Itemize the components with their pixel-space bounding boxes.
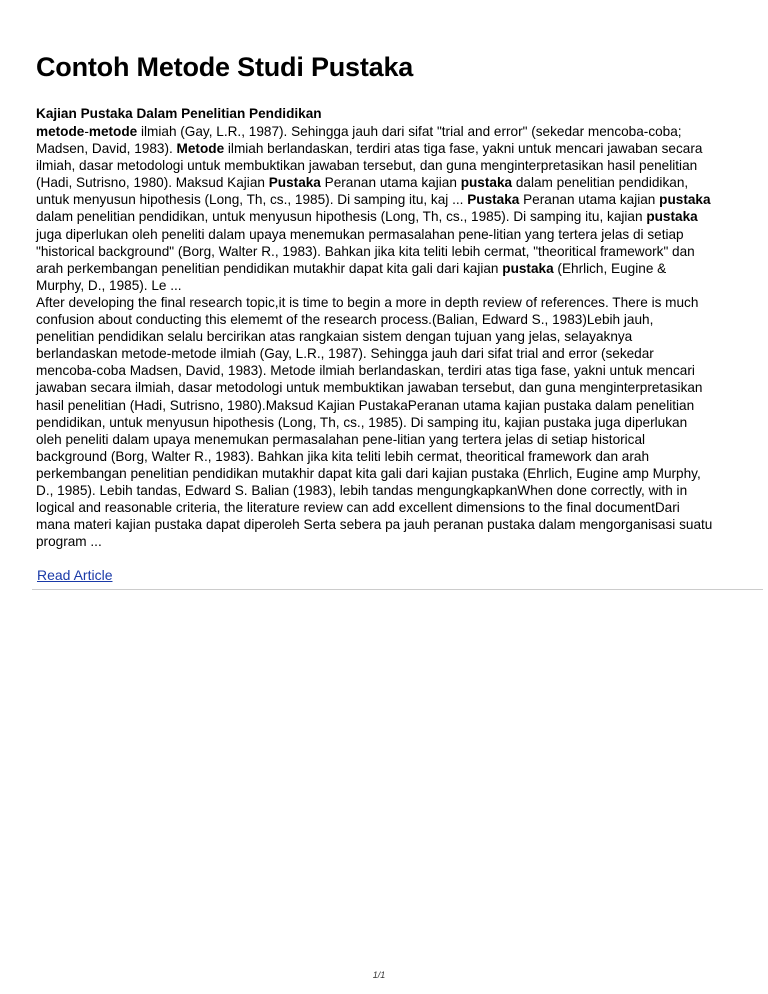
article-line: [36, 379, 736, 396]
article-line: [36, 260, 736, 277]
text-run: D., 1985). Lebih tandas, Edward S. Balian (1983), lebih tandas mengungkapkanWhen done correctly, with in: [36, 482, 688, 498]
bold-keyword: pustaka: [646, 209, 698, 225]
text-run: Murphy, D., 1985). Le ...: [36, 277, 182, 293]
article-line: [36, 516, 736, 533]
article-body: [36, 123, 736, 550]
bold-keyword: Pustaka: [268, 175, 321, 191]
text-run: Madsen, David, 1983).: [36, 141, 177, 157]
article-line: [36, 414, 736, 431]
article-line: [36, 208, 736, 225]
read-article-link[interactable]: Read Article: [37, 567, 113, 583]
bold-keyword: metode: [88, 124, 138, 139]
text-run: "historical background" (Borg, Walter R., 1983). Bahkan jika kita teliti lebih cermat, "theoritical framework" dan: [36, 243, 695, 259]
bold-keyword: Pustaka: [467, 192, 520, 208]
text-run: program ...: [36, 534, 102, 550]
text-run: ilmiah, dasar metodologi untuk membuktikan jawaban tersebut, dan guna menginterpretasikan hasil penelitian: [36, 158, 698, 174]
bold-keyword: metode: [36, 124, 85, 139]
article-line: [36, 499, 736, 516]
text-run: pendidikan, untuk menyusun hipothesis (Long, Th, cs., 1985). Di samping itu, kajian pustaka juga diperlukan: [36, 414, 688, 430]
text-run: Peranan utama kajian: [519, 192, 660, 208]
article-line: [36, 533, 736, 550]
text-run: (Ehrlich, Eugine &: [553, 260, 667, 276]
text-run: hasil penelitian (Hadi, Sutrisno, 1980).Maksud Kajian PustakaPeranan utama kajian pustaka dalam penelitian: [36, 397, 695, 413]
text-run: Peranan utama kajian: [320, 175, 461, 191]
article-line: [36, 277, 736, 294]
article-line: [36, 397, 736, 414]
text-run: background (Borg, Walter R., 1983). Bahkan jika kita teliti lebih cermat, theoritical framework dan arah: [36, 448, 650, 464]
text-run: confusion about conducting this elememt of the research process.(Balian, Edward S., 1983)Lebih jauh,: [36, 312, 654, 328]
article-subtitle: Kajian Pustaka Dalam Penelitian Pendidikan: [36, 106, 322, 121]
bold-keyword: pustaka: [502, 260, 554, 276]
article-line: [36, 465, 736, 482]
text-run: dalam penelitian pendidikan,: [512, 175, 689, 191]
article-line: [36, 311, 736, 328]
text-run: oleh peneliti dalam upaya menemukan permasalahan pene-litian yang tertera jelas di setiap historical: [36, 431, 646, 447]
article-line: [36, 328, 736, 345]
article-line: [36, 140, 736, 157]
page-title: Contoh Metode Studi Pustaka: [36, 52, 414, 82]
text-run: penelitian pendidikan selalu bercirikan atas rangkaian sistem dengan tujuan yang jelas, selayaknya: [36, 329, 633, 345]
text-run: -: [84, 124, 89, 139]
text-run: dalam penelitian pendidikan, untuk menyusun hipothesis (Long, Th, cs., 1985). Di samping itu, kajian: [36, 209, 647, 225]
article-line: [36, 431, 736, 448]
article-line: [36, 226, 736, 243]
page-number: 1/1: [372, 970, 386, 980]
bold-keyword: pustaka: [659, 192, 711, 208]
article-line: [36, 157, 736, 174]
text-run: jawaban secara ilmiah, dasar metodologi untuk membuktikan jawaban tersebut, dan guna menginterpretasikan: [36, 380, 703, 396]
article-line: [36, 448, 736, 465]
text-run: (Hadi, Sutrisno, 1980). Maksud Kajian: [36, 175, 269, 191]
bold-keyword: Metode: [176, 141, 225, 157]
text-run: ilmiah (Gay, L.R., 1987). Sehingga jauh dari sifat "trial and error" (sekedar mencoba-coba;: [137, 124, 682, 139]
text-run: After developing the final research topic,it is time to begin a more in depth review of references. There is much: [36, 294, 699, 310]
bold-keyword: pustaka: [460, 175, 513, 191]
article-line: [36, 123, 736, 140]
article-line: [36, 362, 736, 379]
text-run: mencoba-coba Madsen, David, 1983). Metode ilmiah berlandaskan, terdiri atas tiga fase, yakni untuk mencari: [36, 363, 695, 379]
article-line: [36, 174, 736, 191]
text-run: juga diperlukan oleh peneliti dalam upaya menemukan permasalahan pene-litian yang tertera jelas di setiap: [36, 226, 684, 242]
text-run: arah perkembangan penelitian pendidikan mutakhir dapat kita gali dari kajian: [36, 260, 503, 276]
article-line: [36, 191, 736, 208]
divider: [32, 589, 763, 590]
text-run: ilmiah berlandaskan, terdiri atas tiga fase, yakni untuk mencari jawaban secara: [224, 141, 703, 157]
text-run: mana materi kajian pustaka dapat diperoleh Serta sebera pa jauh peranan pustaka dalam mengorganisasi suatu: [36, 517, 713, 533]
text-run: perkembangan penelitian pendidikan mutakhir dapat kita gali dari kajian pustaka (Ehrlich, Eugine amp Murphy,: [36, 465, 701, 481]
article-line: [36, 243, 736, 260]
article-line: [36, 345, 736, 362]
text-run: logical and reasonable criteria, the literature review can add excellent dimensions to the final documentDari: [36, 500, 680, 516]
article-line: [36, 482, 736, 499]
text-run: untuk menyusun hipothesis (Long, Th, cs., 1985). Di samping itu, kaj ...: [36, 192, 468, 208]
article-line: [36, 294, 736, 311]
text-run: berlandaskan metode-metode ilmiah (Gay, L.R., 1987). Sehingga jauh dari sifat trial and error (sekedar: [36, 346, 654, 362]
